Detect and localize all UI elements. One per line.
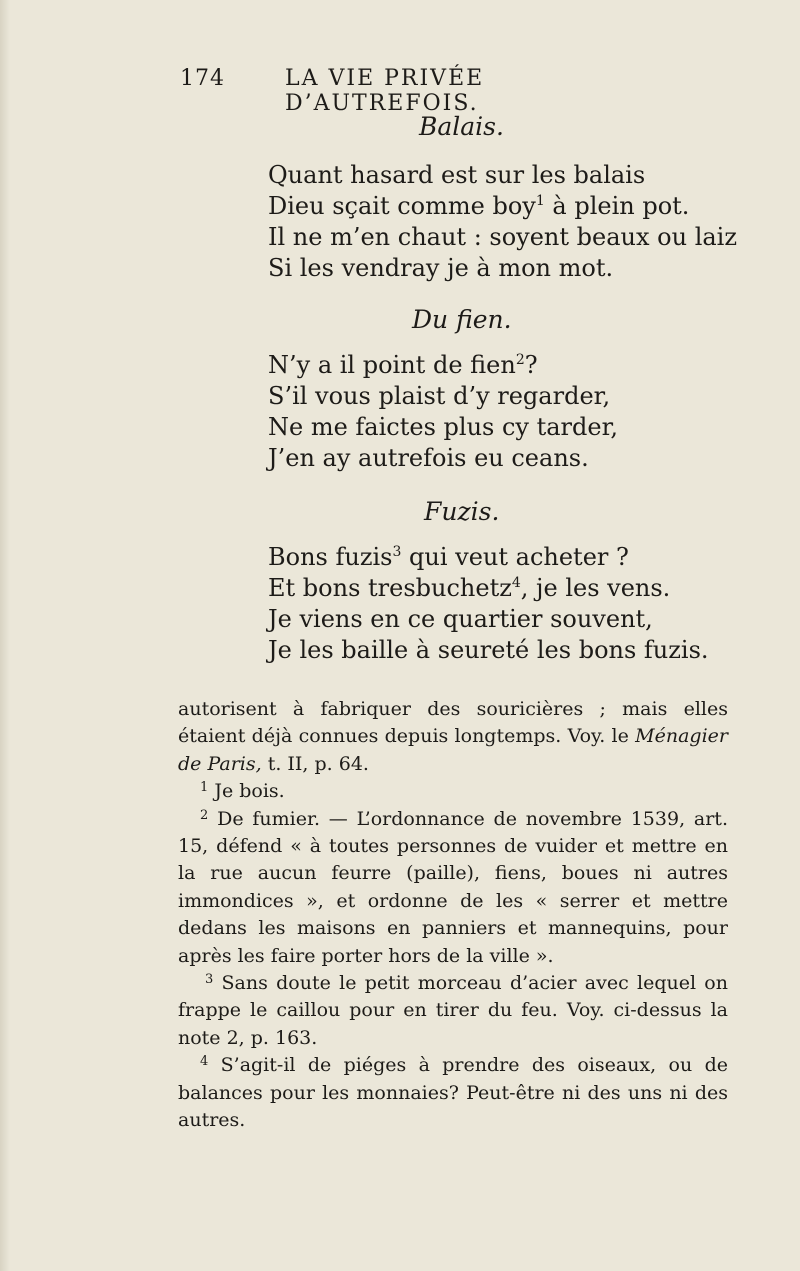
verse-line: Il ne m’en chaut : soyent beaux ou laiz [268,223,737,251]
footnote-ref: 3 [392,544,402,560]
poem-du-fien [268,350,618,474]
poem-title-balais: Balais. [419,112,504,141]
footnotes [178,696,728,1135]
book-title: Ménagier de Paris, [178,725,728,775]
verse-line: Quant hasard est sur les balais [268,161,646,189]
verse-line: Dieu sçait comme boy$^1$ à plein pot. [268,192,690,220]
footnote-4: $^4$ S’agit-il de piéges à prendre des oiseaux, ou de balances pour les monnaies? Peut-être ni des uns ni des autres. [178,1054,728,1132]
verse-line: Et bons tresbuchetz$^4$, je les vens. [268,574,671,602]
footnote-ref: 4 [511,575,521,591]
page-number: 174 [180,66,225,91]
footnote-3: $^3$ Sans doute le petit morceau d’acier avec lequel on frappe le caillou pour en tirer du feu. Voy. ci-dessus la note 2, p. 163. [178,972,728,1049]
page-header [180,60,620,116]
footnote-1: $^1$ Je bois. [200,780,285,803]
verse-line: Si les vendray je à mon mot. [268,254,614,282]
verse-line: Ne me faictes plus cy tarder, [268,413,619,441]
footnote-continuation: autorisent à fabriquer des souricières ; mais elles étaient déjà connues depuis longtemps. Voy. le Ménagier de Paris, t. II, p. 64. [178,698,728,775]
page-edge-shadow [0,0,10,1271]
footnote-2: $^2$ De fumier. — L’ordonnance de novembre 1539, art. 15, défend « à toutes personnes de vuider et mettre en la rue aucun feurre (paille), fiens, boues ni autres immondices », et ordonne de les « serrer et mettre dedans les maisons en panniers et mannequins, pour après les faire porter hors de la ville ». [178,807,728,967]
verse-line: Je viens en ce quartier souvent, [268,605,653,633]
running-title: LA VIE PRIVÉE D’AUTREFOIS. [285,66,485,116]
verse-line: J’en ay autrefois eu ceans. [268,444,589,472]
verse-line: Bons fuzis$^3$ qui veut acheter ? [268,543,629,571]
verse-line: S’il vous plaist d’y regarder, [268,382,611,410]
verse-line: N’y a il point de fien$^2$? [268,351,538,379]
verse-line: Je les baille à seureté les bons fuzis. [268,636,709,664]
poem-fuzis [268,542,709,666]
poem-balais [268,160,737,284]
footnote-ref: 2 [515,352,525,368]
footnote-ref: 1 [535,193,545,209]
poem-title-du-fien: Du fien. [412,305,512,334]
poem-title-fuzis: Fuzis. [424,497,500,526]
